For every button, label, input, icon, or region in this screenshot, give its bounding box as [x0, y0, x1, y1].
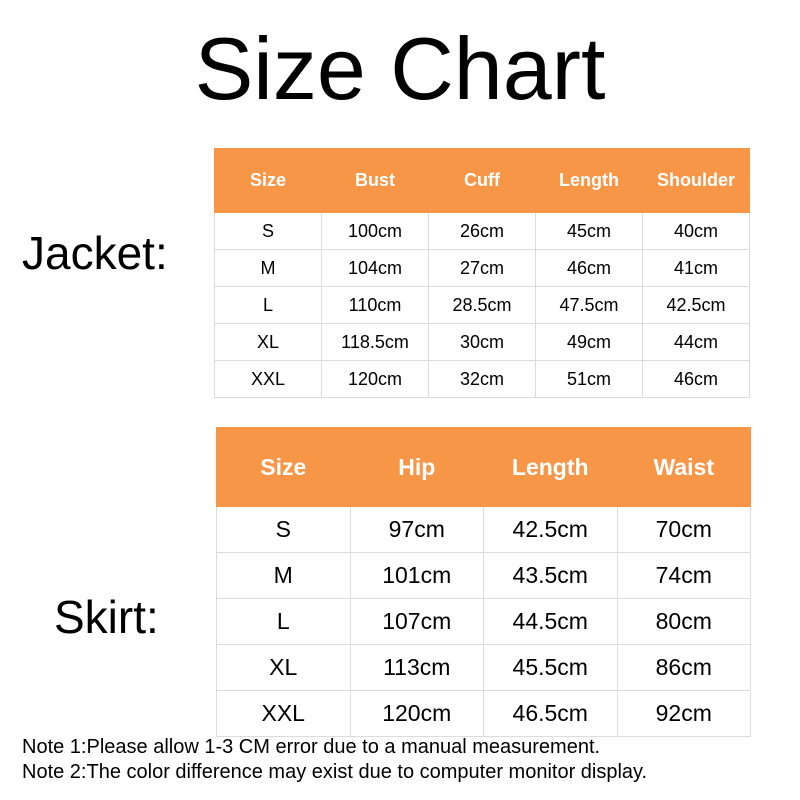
table-cell: 107cm — [350, 599, 484, 645]
table-row — [215, 361, 750, 398]
table-cell: XXL — [217, 691, 351, 737]
table-cell: 41cm — [643, 250, 750, 287]
table-cell: XL — [215, 324, 322, 361]
table-cell: 43.5cm — [484, 553, 618, 599]
table-cell: 49cm — [536, 324, 643, 361]
table-cell: L — [217, 599, 351, 645]
table-row — [215, 213, 750, 250]
table-cell: 80cm — [617, 599, 751, 645]
table-cell: 45.5cm — [484, 645, 618, 691]
table-cell: 44.5cm — [484, 599, 618, 645]
table-cell: 26cm — [429, 213, 536, 250]
column-header: Shoulder — [643, 149, 750, 213]
table-row — [217, 507, 751, 553]
table-row — [215, 324, 750, 361]
table-cell: M — [217, 553, 351, 599]
table-cell: 100cm — [322, 213, 429, 250]
column-header: Hip — [350, 428, 484, 507]
table-cell: 45cm — [536, 213, 643, 250]
table-cell: 92cm — [617, 691, 751, 737]
table-cell: 86cm — [617, 645, 751, 691]
table-row — [217, 599, 751, 645]
table-cell: 74cm — [617, 553, 751, 599]
column-header: Length — [484, 428, 618, 507]
table-cell: 40cm — [643, 213, 750, 250]
table-cell: 42.5cm — [484, 507, 618, 553]
table-cell: 101cm — [350, 553, 484, 599]
table-cell: 104cm — [322, 250, 429, 287]
column-header: Waist — [617, 428, 751, 507]
table-cell: 70cm — [617, 507, 751, 553]
table-cell: S — [217, 507, 351, 553]
table-cell: 42.5cm — [643, 287, 750, 324]
table-cell: 46cm — [536, 250, 643, 287]
table-cell: L — [215, 287, 322, 324]
table-cell: 97cm — [350, 507, 484, 553]
column-header: Length — [536, 149, 643, 213]
table-header-row — [215, 149, 750, 213]
table-cell: 44cm — [643, 324, 750, 361]
note-2: Note 2:The color difference may exist due to computer monitor display. — [22, 761, 648, 783]
table-row — [217, 691, 751, 737]
table-cell: 27cm — [429, 250, 536, 287]
notes — [22, 735, 792, 785]
jacket-label: Jacket: — [22, 227, 168, 279]
table-cell: 120cm — [350, 691, 484, 737]
table-cell: M — [215, 250, 322, 287]
table-row — [215, 250, 750, 287]
table-cell: 47.5cm — [536, 287, 643, 324]
table-cell: 120cm — [322, 361, 429, 398]
table-cell: 32cm — [429, 361, 536, 398]
table-cell: 46.5cm — [484, 691, 618, 737]
table-header-row — [217, 428, 751, 507]
table-cell: 118.5cm — [322, 324, 429, 361]
table-cell: 28.5cm — [429, 287, 536, 324]
table-row — [217, 645, 751, 691]
column-header: Size — [217, 428, 351, 507]
jacket-size-table — [214, 148, 750, 398]
table-row — [217, 553, 751, 599]
column-header: Bust — [322, 149, 429, 213]
table-cell: 51cm — [536, 361, 643, 398]
table-row — [215, 287, 750, 324]
table-cell: XXL — [215, 361, 322, 398]
skirt-label: Skirt: — [54, 591, 159, 643]
table-cell: 30cm — [429, 324, 536, 361]
note-1: Note 1:Please allow 1-3 CM error due to a manual measurement. — [22, 736, 601, 758]
table-cell: S — [215, 213, 322, 250]
table-cell: 110cm — [322, 287, 429, 324]
skirt-size-table — [216, 427, 751, 737]
column-header: Cuff — [429, 149, 536, 213]
column-header: Size — [215, 149, 322, 213]
table-cell: 46cm — [643, 361, 750, 398]
table-cell: 113cm — [350, 645, 484, 691]
table-cell: XL — [217, 645, 351, 691]
page-title: Size Chart — [194, 19, 606, 118]
